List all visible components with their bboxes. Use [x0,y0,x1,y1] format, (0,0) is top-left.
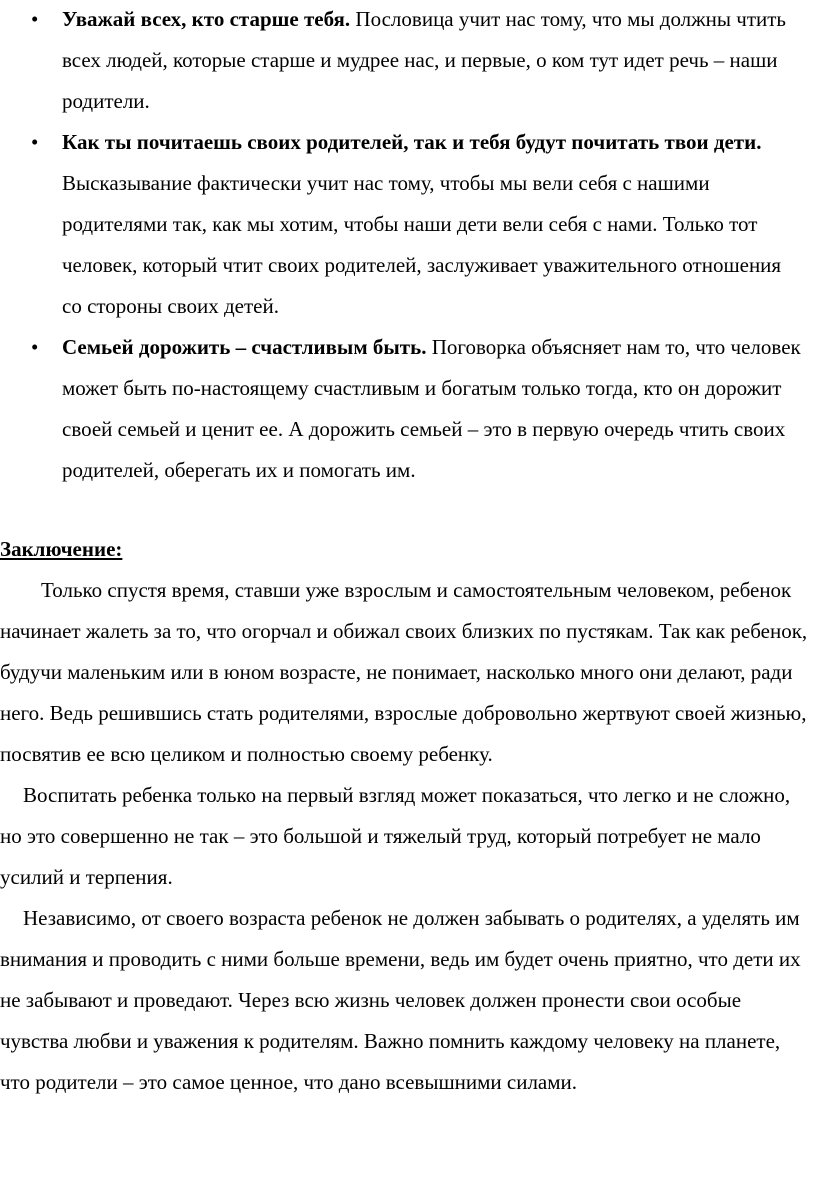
bullet-icon: • [31,130,39,154]
proverb-explanation: Пословица учит нас тому, что мы должны чтить всех людей, которые старше и мудрее нас, и первые, о ком тут идет речь – наши родители. [62,7,787,113]
bullet-icon: • [31,335,39,359]
list-item [0,0,816,122]
bullet-icon: • [31,7,39,31]
conclusion-body [0,570,812,1103]
proverb-title: Семьей дорожить – счастливым быть. [62,335,427,359]
proverb-list [0,0,816,491]
proverb-explanation: Высказывание фактически учит нас тому, чтобы мы вели себя с нашими родителями так, как мы хотим, чтобы наши дети вели себя с нами. Только тот человек, который чтит своих родителей, заслуживает уважительного отношения со стороны своих детей. [62,171,782,318]
proverb-title: Как ты почитаешь своих родителей, так и тебя будут почитать твои дети. [62,130,762,154]
list-item [0,327,816,491]
conclusion-paragraph: Только спустя время, ставши уже взрослым и самостоятельным человеком, ребенок начинает жалеть за то, что огорчал и обижал своих близких по пустякам. Так как ребенок, будучи маленьким или в юном возрасте, не понимает, насколько много они делают, ради него. Ведь решившись стать родителями, взрослые добровольно жертвуют своей жизнью, посвятив ее всю целиком и полностью своему ребенку. [0,578,808,766]
list-item [0,122,816,327]
conclusion-paragraph: Независимо, от своего возраста ребенок не должен забывать о родителях, а уделять им внимания и проводить с ними больше времени, ведь им будет очень приятно, что дети их не забывают и проведают. Через всю жизнь человек должен пронести свои особые чувства любви и уважения к родителям. Важно помнить каждому человеку на планете, что родители – это самое ценное, что дано всевышними силами. [0,906,801,1094]
conclusion-paragraph: Воспитать ребенка только на первый взгляд может показаться, что легко и не сложно, но это совершенно не так – это большой и тяжелый труд, который потребует не мало усилий и терпения. [0,783,791,889]
proverb-explanation: Поговорка объясняет нам то, что человек может быть по-настоящему счастливым и богатым только тогда, кто он дорожит своей семьей и ценит ее. А дорожить семьей – это в первую очередь чтить своих родителей, оберегать их и помогать им. [62,335,801,482]
proverb-title: Уважай всех, кто старше тебя. [62,7,351,31]
conclusion-heading: Заключение: [0,537,123,561]
